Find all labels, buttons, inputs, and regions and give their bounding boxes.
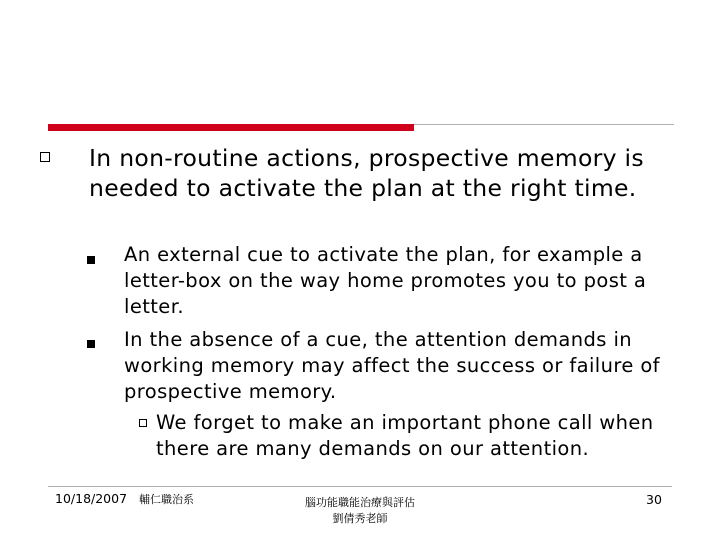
footer-rule: [48, 486, 672, 487]
sub-bullet-text-2: In the absence of a cue, the attention demands in working memory may affect the success or failure of prospective memory.: [124, 328, 660, 403]
filled-square-bullet-icon: [87, 340, 95, 348]
sub-sub-bullet-text: We forget to make an important phone call when there are many demands on our attention.: [156, 411, 654, 460]
sub-bullet-text-1: An external cue to activate the plan, for example a letter-box on the way home promotes you to post a letter.: [124, 243, 647, 318]
hollow-square-small-bullet-icon: [139, 419, 147, 427]
footer-instructor: 劉倩秀老師: [332, 512, 388, 525]
hollow-square-bullet-icon: [40, 152, 50, 162]
footer-department: 輔仁職治系: [139, 493, 195, 506]
filled-square-bullet-icon: [87, 256, 95, 264]
footer-left: [55, 491, 194, 507]
main-bullet-text: In non-routine actions, prospective memory is needed to activate the plan at the right time.: [89, 144, 644, 202]
footer-center: [290, 495, 430, 527]
footer-course-title: 腦功能職能治療與評估: [305, 496, 415, 509]
footer-date: 10/18/2007: [55, 491, 128, 506]
accent-bar: [48, 124, 414, 131]
page-number: 30: [646, 492, 662, 507]
